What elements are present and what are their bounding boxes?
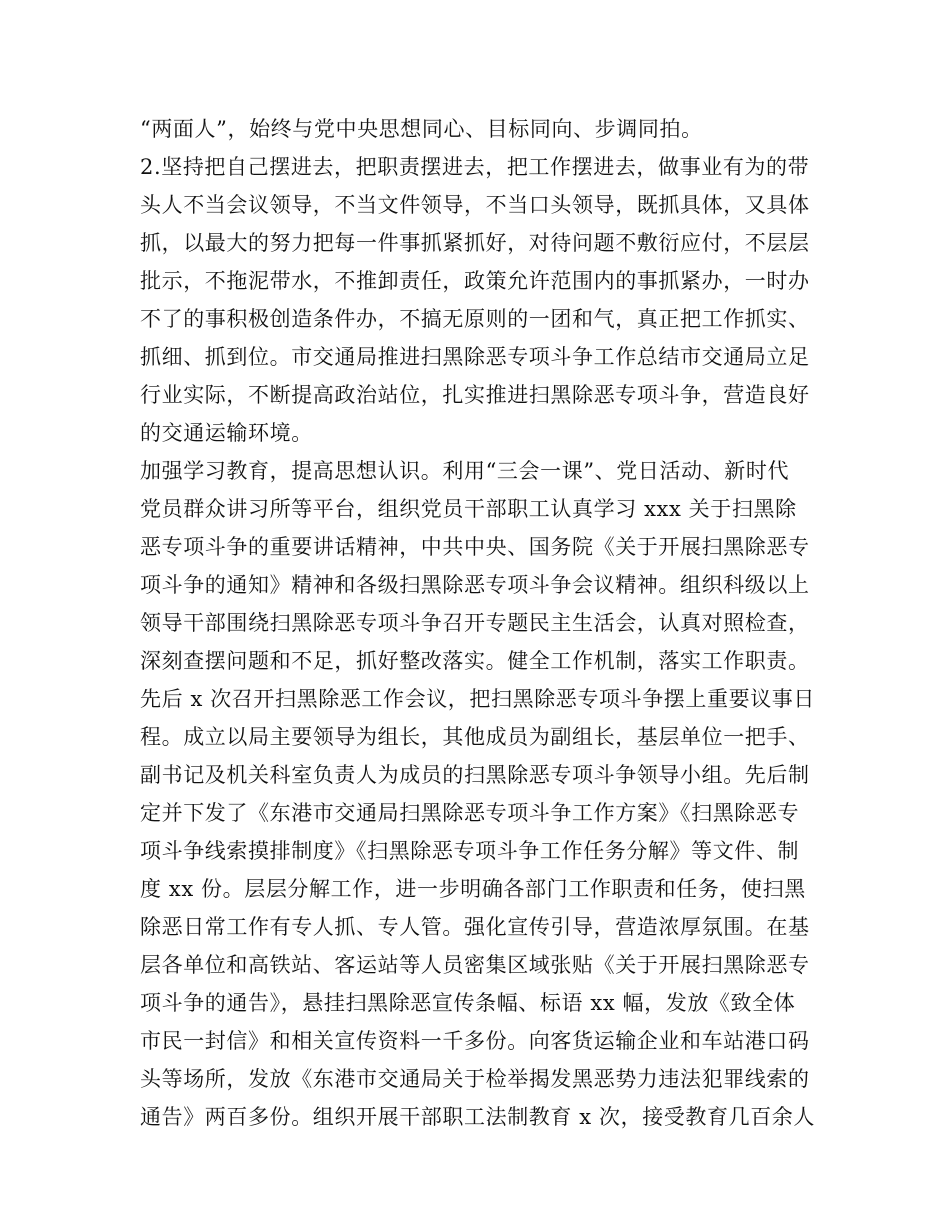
- text-line: 2.坚持把自己摆进去，把职责摆进去，把工作摆进去，做事业有为的带: [140, 155, 810, 179]
- text-line: 党员群众讲习所等平台，组织党员干部职工认真学习 xxx 关于扫黑除: [140, 497, 797, 521]
- text-line: 领导干部围绕扫黑除恶专项斗争召开专题民主生活会，认真对照检查，: [140, 611, 810, 635]
- text-line: 恶专项斗争的重要讲话精神，中共中央、国务院《关于开展扫黑除恶专: [140, 535, 810, 559]
- document-body: [140, 110, 830, 1136]
- text-line: 程。成立以局主要领导为组长，其他成员为副组长，基层单位一把手、: [140, 725, 810, 749]
- text-line: 头人不当会议领导，不当文件领导，不当口头领导，既抓具体，又具体: [140, 193, 810, 217]
- text-line: 不了的事积极创造条件办，不搞无原则的一团和气，真正把工作抓实、: [140, 307, 810, 331]
- text-line: 的交通运输环境。: [140, 421, 313, 445]
- text-line: 抓细、抓到位。市交通局推进扫黑除恶专项斗争工作总结市交通局立足: [140, 345, 810, 369]
- text-line: 行业实际，不断提高政治站位，扎实推进扫黑除恶专项斗争，营造良好: [140, 383, 810, 407]
- text-line: 先后 x 次召开扫黑除恶工作会议，把扫黑除恶专项斗争摆上重要议事日: [140, 687, 815, 711]
- text-line: 加强学习教育，提高思想认识。利用“三会一课”、党日活动、新时代: [140, 459, 790, 483]
- text-line: 头等场所，发放《东港市交通局关于检举揭发黑恶势力违法犯罪线索的: [140, 1067, 810, 1091]
- text-line: 通告》两百多份。组织开展干部职工法制教育 x 次，接受教育几百余人: [140, 1105, 815, 1129]
- text-line: “两面人”，始终与党中央思想同心、目标同向、步调同拍。: [140, 117, 703, 141]
- text-line: 批示，不拖泥带水，不推卸责任，政策允许范围内的事抓紧办，一时办: [140, 269, 810, 293]
- text-line: 除恶日常工作有专人抓、专人管。强化宣传引导，营造浓厚氛围。在基: [140, 915, 810, 939]
- text-line: 市民一封信》和相关宣传资料一千多份。向客货运输企业和车站港口码: [140, 1029, 810, 1053]
- text-line: 副书记及机关科室负责人为成员的扫黑除恶专项斗争领导小组。先后制: [140, 763, 810, 787]
- text-line: 抓，以最大的努力把每一件事抓紧抓好，对待问题不敷衍应付，不层层: [140, 231, 810, 255]
- text-line: 定并下发了《东港市交通局扫黑除恶专项斗争工作方案》《扫黑除恶专: [140, 801, 800, 825]
- text-line: 深刻查摆问题和不足，抓好整改落实。健全工作机制，落实工作职责。: [140, 649, 810, 673]
- text-line: 层各单位和高铁站、客运站等人员密集区域张贴《关于开展扫黑除恶专: [140, 953, 810, 977]
- text-line: 项斗争线索摸排制度》《扫黑除恶专项斗争工作任务分解》等文件、制: [140, 839, 800, 863]
- text-line: 项斗争的通知》精神和各级扫黑除恶专项斗争会议精神。组织科级以上: [140, 573, 810, 597]
- text-line: 度 xx 份。层层分解工作，进一步明确各部门工作职责和任务，使扫黑: [140, 877, 806, 901]
- text-line: 项斗争的通告》，悬挂扫黑除恶宣传条幅、标语 xx 幅，发放《致全体: [140, 991, 796, 1015]
